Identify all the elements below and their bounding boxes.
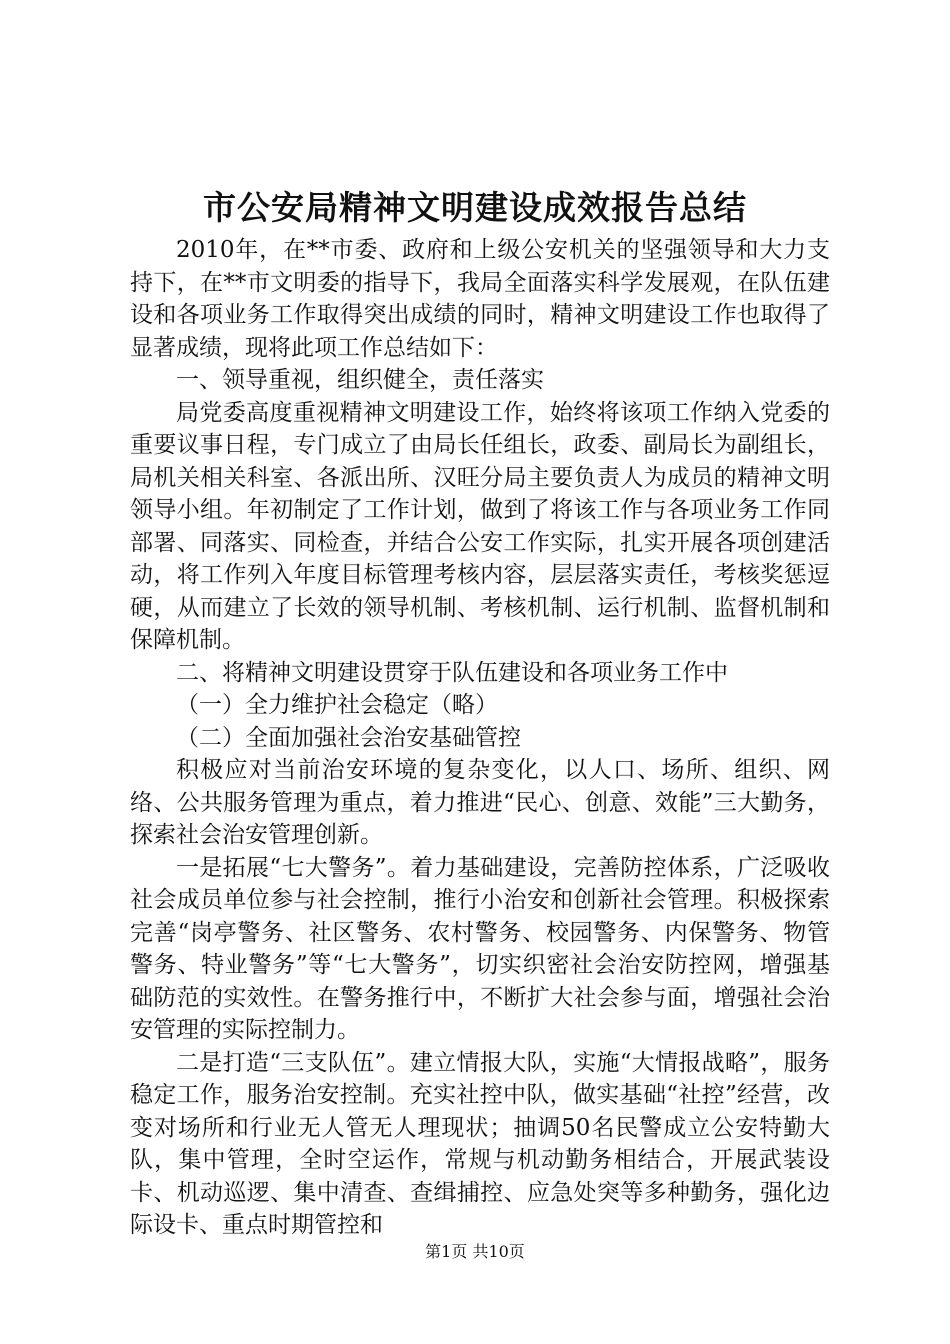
subsection-heading-1: （一）全力维护社会稳定（略） — [176, 692, 498, 718]
paragraph-leadership: 局党委高度重视精神文明建设工作，始终将该项工作纳入党委的重要议事日程，专门成立了由局长任组长，政委、副局长为副组长，局机关相关科室、各派出所、汉旺分局主要负责人为成员的精神文明领导小组。年初制定了工作计划，做到了将该工作与各项业务工作同部署、同落实、同检查，并结合公安工作实际，扎实开展各项创建活动，将工作列入年度目标管理考核内容，层层落实责任，考核奖惩逗硬，从而建立了长效的领导机制、考核机制、运行机制、监督机制和保障机制。 — [130, 399, 830, 653]
paragraph-public-security: 积极应对当前治安环境的复杂变化，以人口、场所、组织、网络、公共服务管理为重点，着力推进“民心、创意、效能”三大勤务，探索社会治安管理创新。 — [130, 757, 830, 848]
paragraph-intro: 2010年，在**市委、政府和上级公安机关的坚强领导和大力支持下，在**市文明委的指导下，我局全面落实科学发展观，在队伍建设和各项业务工作取得突出成绩的同时，精神文明建设工作也取得了显著成绩，现将此项工作总结如下： — [130, 237, 830, 361]
page-number-footer: 第1页 共10页 — [425, 1242, 525, 1261]
section-heading-2: 二、将精神文明建设贯穿于队伍建设和各项业务工作中 — [176, 659, 728, 686]
document-body — [130, 234, 830, 1242]
document-title: 市公安局精神文明建设成效报告总结 — [203, 188, 747, 227]
section-heading-1: 一、领导重视，组织健全，责任落实 — [176, 367, 544, 393]
subsection-heading-2: （二）全面加强社会治安基础管控 — [176, 724, 521, 751]
paragraph-three-teams: 二是打造“三支队伍”。建立情报大队，实施“大情报战略”，服务稳定工作，服务治安控制。充实社控中队，做实基础“社控”经营，改变对场所和行业无人管无人理现状；抽调50名民警成立公安特勤大队，集中管理，全时空运作，常规与机动勤务相结合，开展武装设卡、机动巡逻、集中清查、查缉捕控、应急处突等多种勤务，强化边际设卡、重点时期管控和 — [130, 1049, 830, 1238]
paragraph-seven-policing: 一是拓展“七大警务”。着力基础建设，完善防控体系，广泛吸收社会成员单位参与社会控制，推行小治安和创新社会管理。积极探索完善“岗亭警务、社区警务、农村警务、校园警务、内保警务、物管警务、特业警务”等“七大警务”，切实织密社会治安防控网，增强基础防范的实效性。在警务推行中，不断扩大社会参与面，增强社会治安管理的实际控制力。 — [130, 854, 830, 1043]
